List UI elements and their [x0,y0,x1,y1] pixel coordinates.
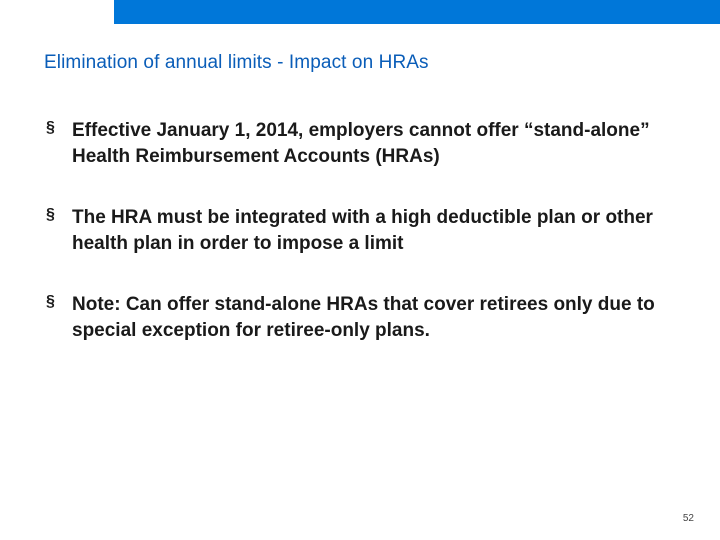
bullet-text: The HRA must be integrated with a high deductible plan or other health plan in order to impose a limit [72,207,653,254]
page-number: 52 [682,513,694,524]
bullet-item [44,205,684,257]
square-bullet-icon: § [46,119,55,136]
square-bullet-icon: § [46,206,55,223]
bullet-text: Effective January 1, 2014, employers cannot offer “stand-alone” Health Reimbursement Accounts (HRAs) [72,120,650,167]
bullet-list [44,118,684,379]
header-accent-bar [114,0,720,24]
slide-title: Elimination of annual limits - Impact on HRAs [44,52,429,73]
square-bullet-icon: § [46,293,55,310]
bullet-item [44,292,684,344]
bullet-text: Note: Can offer stand-alone HRAs that cover retirees only due to special exception for retiree-only plans. [72,294,655,341]
bullet-item [44,118,684,170]
